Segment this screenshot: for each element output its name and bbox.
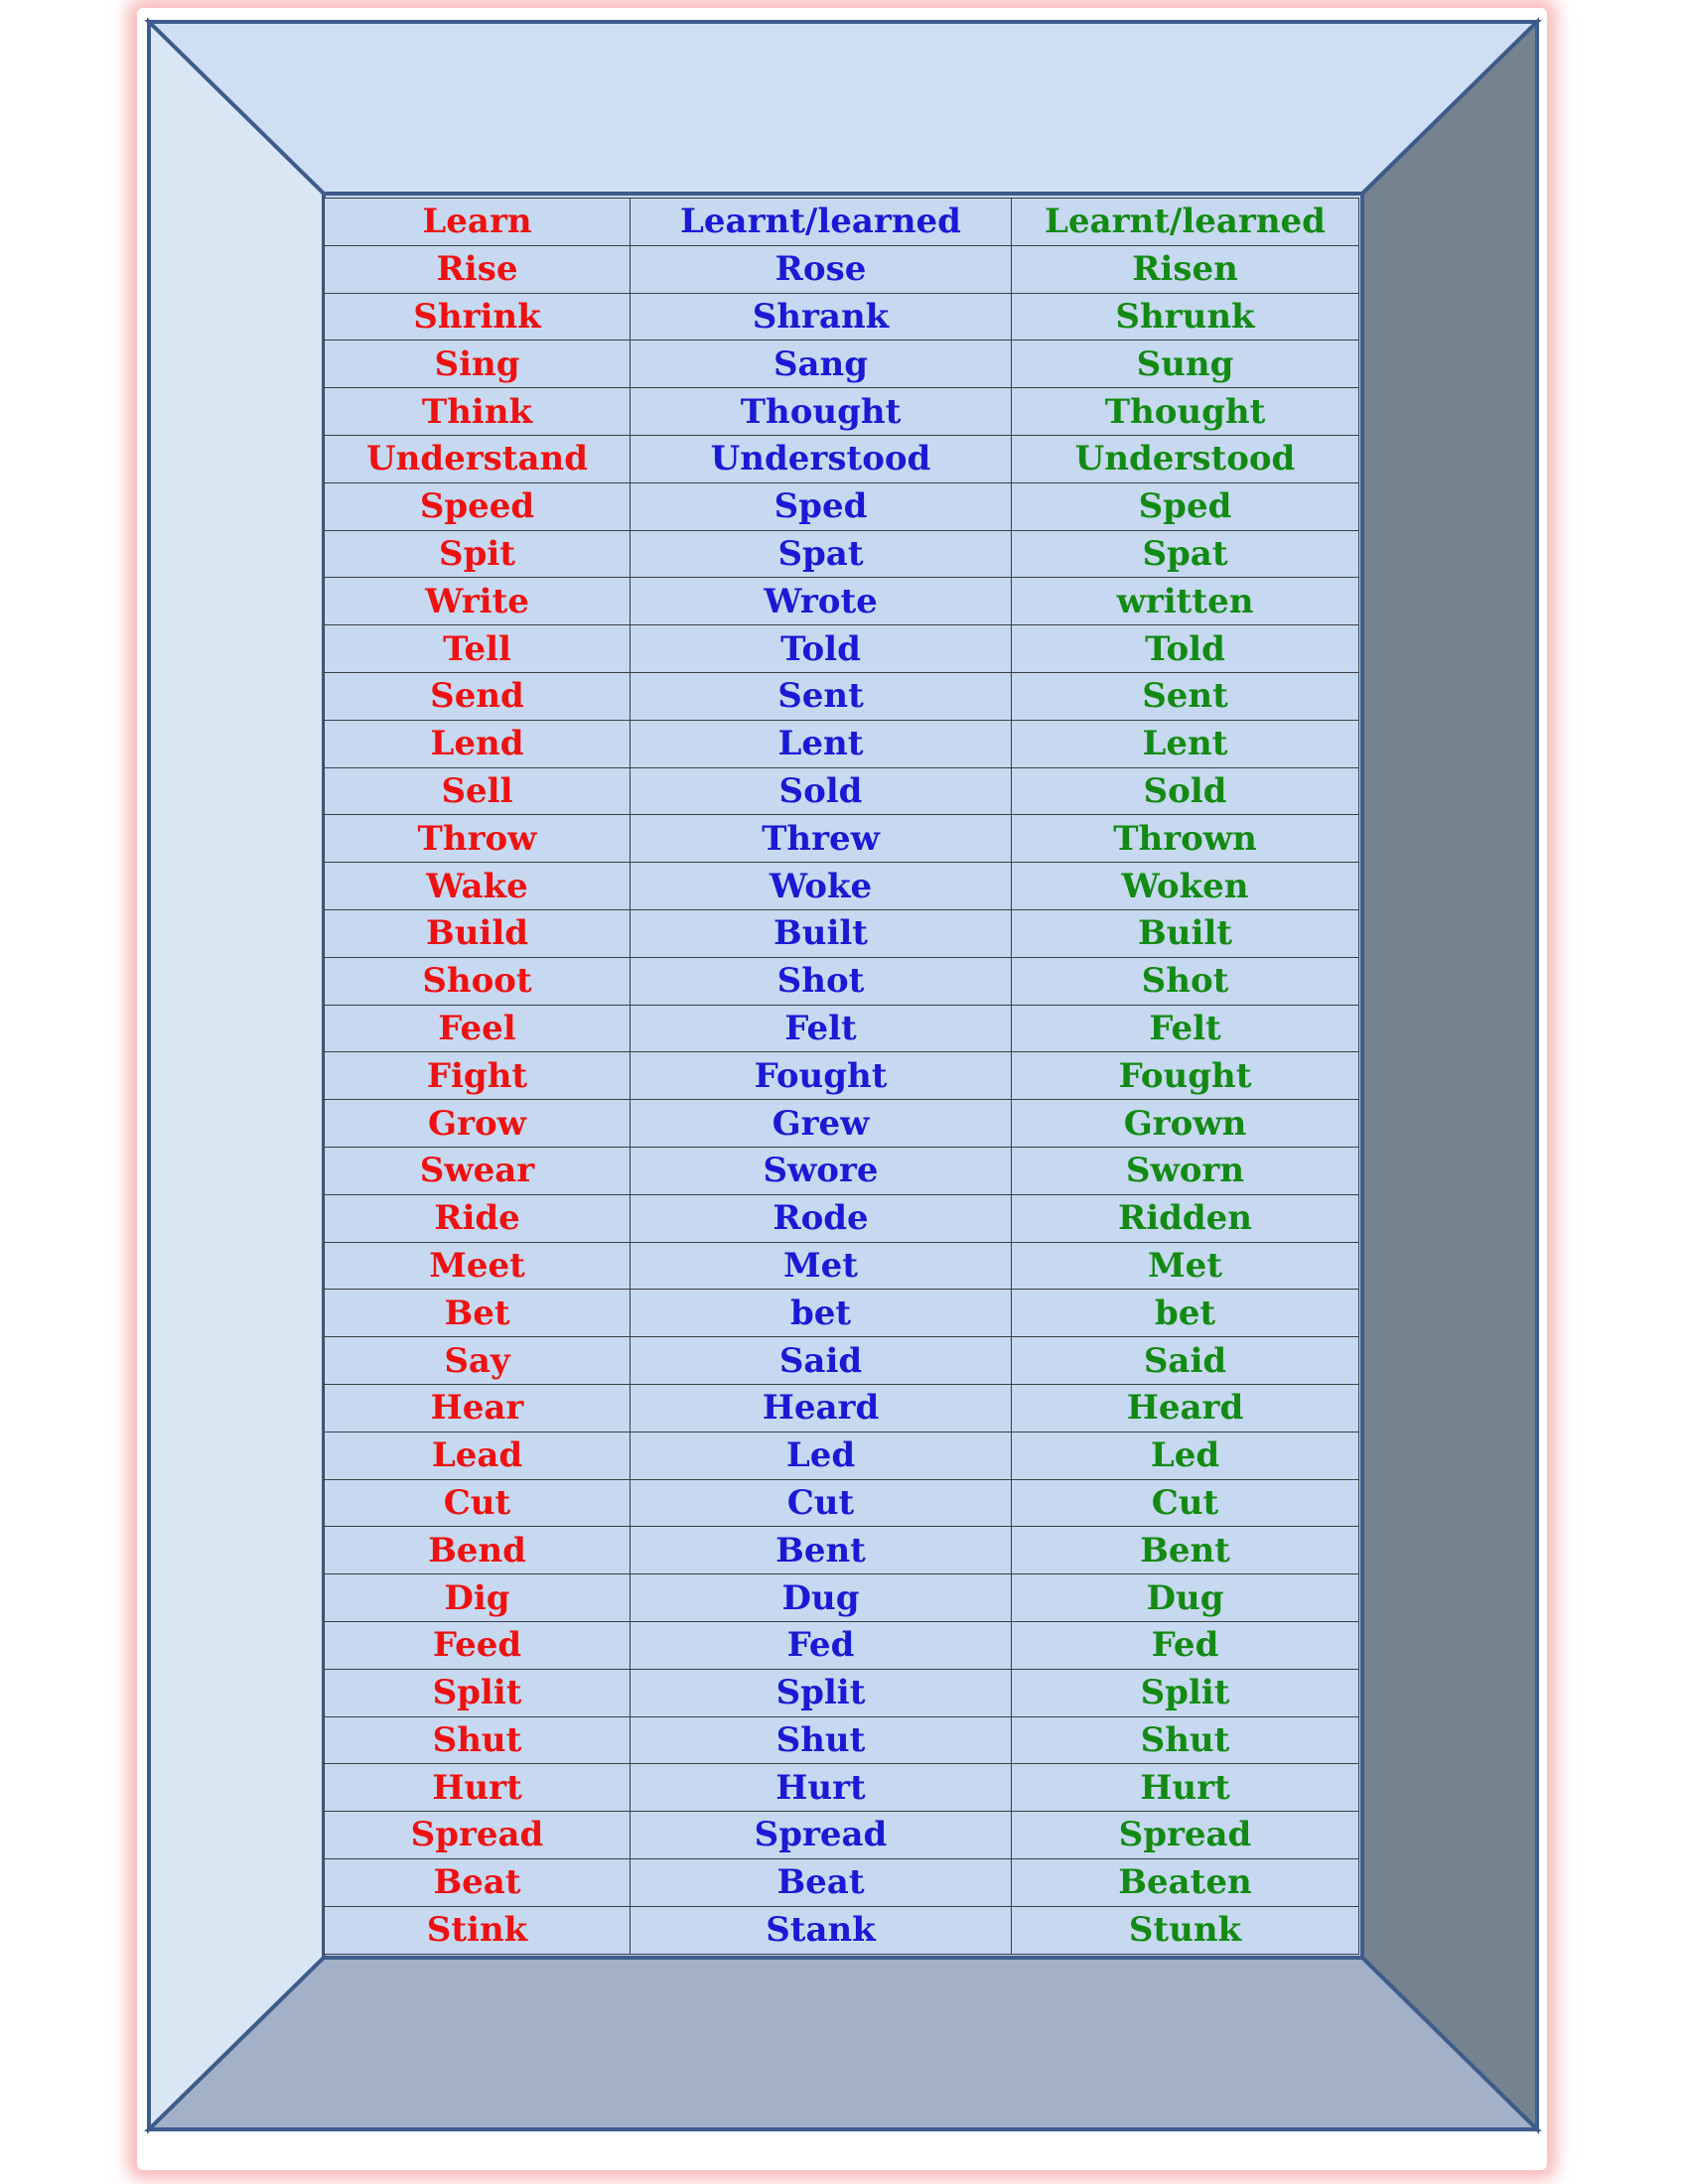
past-participle-cell: Felt [1012,1005,1359,1052]
verb-row [325,1432,1359,1479]
past-participle-cell: Told [1012,625,1359,673]
base-form-cell: Feed [325,1621,631,1669]
verb-row [325,1005,1359,1052]
past-participle-cell: written [1012,578,1359,625]
base-form-cell: Lead [325,1432,631,1479]
past-participle-cell: Beaten [1012,1858,1359,1906]
base-form-cell: Sing [325,341,631,388]
past-simple-cell: Said [631,1337,1012,1385]
past-participle-cell: Woken [1012,863,1359,910]
base-form-cell: Bend [325,1527,631,1574]
base-form-cell: Grow [325,1100,631,1148]
past-participle-cell: Thought [1012,388,1359,436]
past-participle-cell: Shot [1012,957,1359,1005]
past-simple-cell: Wrote [631,578,1012,625]
verb-row [325,1764,1359,1812]
past-simple-cell: Felt [631,1005,1012,1052]
past-participle-cell: Sped [1012,482,1359,530]
past-simple-cell: Shut [631,1716,1012,1764]
base-form-cell: Rise [325,245,631,293]
base-form-cell: Speed [325,482,631,530]
verb-row [325,578,1359,625]
past-simple-cell: Built [631,909,1012,957]
past-simple-cell: Swore [631,1147,1012,1194]
past-participle-cell: Shrunk [1012,293,1359,341]
base-form-cell: Swear [325,1147,631,1194]
past-simple-cell: Spread [631,1812,1012,1859]
verb-row [325,245,1359,293]
base-form-cell: Spread [325,1812,631,1859]
past-participle-cell: Sold [1012,767,1359,815]
base-form-cell: Dig [325,1574,631,1622]
past-simple-cell: Sold [631,767,1012,815]
past-participle-cell: Built [1012,909,1359,957]
verb-row [325,1242,1359,1290]
verb-row [325,1574,1359,1622]
verb-row [325,957,1359,1005]
past-participle-cell: Risen [1012,245,1359,293]
past-participle-cell: Sung [1012,341,1359,388]
verb-row [325,1479,1359,1527]
past-participle-cell: Spat [1012,530,1359,578]
past-participle-cell: Hurt [1012,1764,1359,1812]
past-participle-cell: Spread [1012,1812,1359,1859]
past-participle-cell: Stunk [1012,1906,1359,1954]
past-simple-cell: Fed [631,1621,1012,1669]
past-simple-cell: Stank [631,1906,1012,1954]
verb-row [325,1906,1359,1954]
verb-row [325,672,1359,720]
frame-top-face [149,22,1537,194]
base-form-cell: Wake [325,863,631,910]
past-simple-cell: Grew [631,1100,1012,1148]
past-participle-cell: Dug [1012,1574,1359,1622]
past-simple-cell: Told [631,625,1012,673]
past-participle-cell: Cut [1012,1479,1359,1527]
verb-row [325,435,1359,482]
frame-bottom-face [149,1958,1537,2129]
verb-row [325,1669,1359,1716]
verb-row [325,767,1359,815]
base-form-cell: Hurt [325,1764,631,1812]
verb-row [325,1812,1359,1859]
past-participle-cell: Understood [1012,435,1359,482]
past-simple-cell: Beat [631,1858,1012,1906]
verb-row [325,1100,1359,1148]
past-participle-cell: Sworn [1012,1147,1359,1194]
past-participle-cell: Said [1012,1337,1359,1385]
verb-row [325,1384,1359,1432]
base-form-cell: Meet [325,1242,631,1290]
past-simple-cell: Woke [631,863,1012,910]
past-simple-cell: Threw [631,815,1012,863]
verb-row [325,293,1359,341]
past-simple-cell: Sang [631,341,1012,388]
past-simple-cell: Sped [631,482,1012,530]
base-form-cell: Bet [325,1290,631,1337]
verb-row [325,720,1359,767]
verb-row [325,909,1359,957]
past-simple-cell: Heard [631,1384,1012,1432]
past-participle-cell: Sent [1012,672,1359,720]
past-simple-cell: Dug [631,1574,1012,1622]
past-simple-cell: Shot [631,957,1012,1005]
past-simple-cell: Fought [631,1052,1012,1100]
verb-row [325,1290,1359,1337]
past-simple-cell: Led [631,1432,1012,1479]
past-participle-cell: Shut [1012,1716,1359,1764]
base-form-cell: Beat [325,1858,631,1906]
frame-left-face [149,22,324,2129]
past-participle-cell: Met [1012,1242,1359,1290]
past-simple-cell: Cut [631,1479,1012,1527]
base-form-cell: Shut [325,1716,631,1764]
past-participle-cell: Fed [1012,1621,1359,1669]
verb-rows [325,199,1359,1955]
base-form-cell: Learn [325,199,631,246]
past-simple-cell: Rode [631,1194,1012,1242]
past-simple-cell: Spat [631,530,1012,578]
verb-row [325,1337,1359,1385]
base-form-cell: Shoot [325,957,631,1005]
past-simple-cell: Bent [631,1527,1012,1574]
irregular-verbs-table [324,198,1359,1955]
past-simple-cell: Shrank [631,293,1012,341]
verb-row [325,341,1359,388]
verb-row [325,1858,1359,1906]
past-simple-cell: Understood [631,435,1012,482]
past-simple-cell: Rose [631,245,1012,293]
base-form-cell: Cut [325,1479,631,1527]
past-simple-cell: Split [631,1669,1012,1716]
past-simple-cell: Lent [631,720,1012,767]
past-participle-cell: Ridden [1012,1194,1359,1242]
base-form-cell: Fight [325,1052,631,1100]
irregular-verbs-table-container [324,198,1358,1955]
past-simple-cell: Hurt [631,1764,1012,1812]
past-participle-cell: Learnt/learned [1012,199,1359,246]
verb-row [325,1147,1359,1194]
verb-row [325,1621,1359,1669]
base-form-cell: Send [325,672,631,720]
base-form-cell: Build [325,909,631,957]
past-participle-cell: Fought [1012,1052,1359,1100]
verb-row [325,530,1359,578]
verb-row [325,1527,1359,1574]
past-participle-cell: Thrown [1012,815,1359,863]
verb-row [325,863,1359,910]
base-form-cell: Say [325,1337,631,1385]
past-participle-cell: Grown [1012,1100,1359,1148]
past-participle-cell: Heard [1012,1384,1359,1432]
base-form-cell: Shrink [325,293,631,341]
base-form-cell: Throw [325,815,631,863]
verb-row [325,1052,1359,1100]
verb-row [325,815,1359,863]
base-form-cell: Sell [325,767,631,815]
past-participle-cell: Lent [1012,720,1359,767]
past-simple-cell: Thought [631,388,1012,436]
verb-row [325,388,1359,436]
base-form-cell: Feel [325,1005,631,1052]
past-participle-cell: bet [1012,1290,1359,1337]
past-simple-cell: Met [631,1242,1012,1290]
base-form-cell: Understand [325,435,631,482]
verb-row [325,482,1359,530]
base-form-cell: Hear [325,1384,631,1432]
past-participle-cell: Led [1012,1432,1359,1479]
past-simple-cell: bet [631,1290,1012,1337]
past-participle-cell: Bent [1012,1527,1359,1574]
base-form-cell: Lend [325,720,631,767]
verb-row [325,199,1359,246]
base-form-cell: Stink [325,1906,631,1954]
verb-row [325,1194,1359,1242]
past-participle-cell: Split [1012,1669,1359,1716]
verb-row [325,625,1359,673]
base-form-cell: Spit [325,530,631,578]
base-form-cell: Split [325,1669,631,1716]
past-simple-cell: Learnt/learned [631,199,1012,246]
base-form-cell: Tell [325,625,631,673]
base-form-cell: Ride [325,1194,631,1242]
verb-row [325,1716,1359,1764]
frame-right-face [1362,22,1537,2129]
base-form-cell: Think [325,388,631,436]
base-form-cell: Write [325,578,631,625]
past-simple-cell: Sent [631,672,1012,720]
